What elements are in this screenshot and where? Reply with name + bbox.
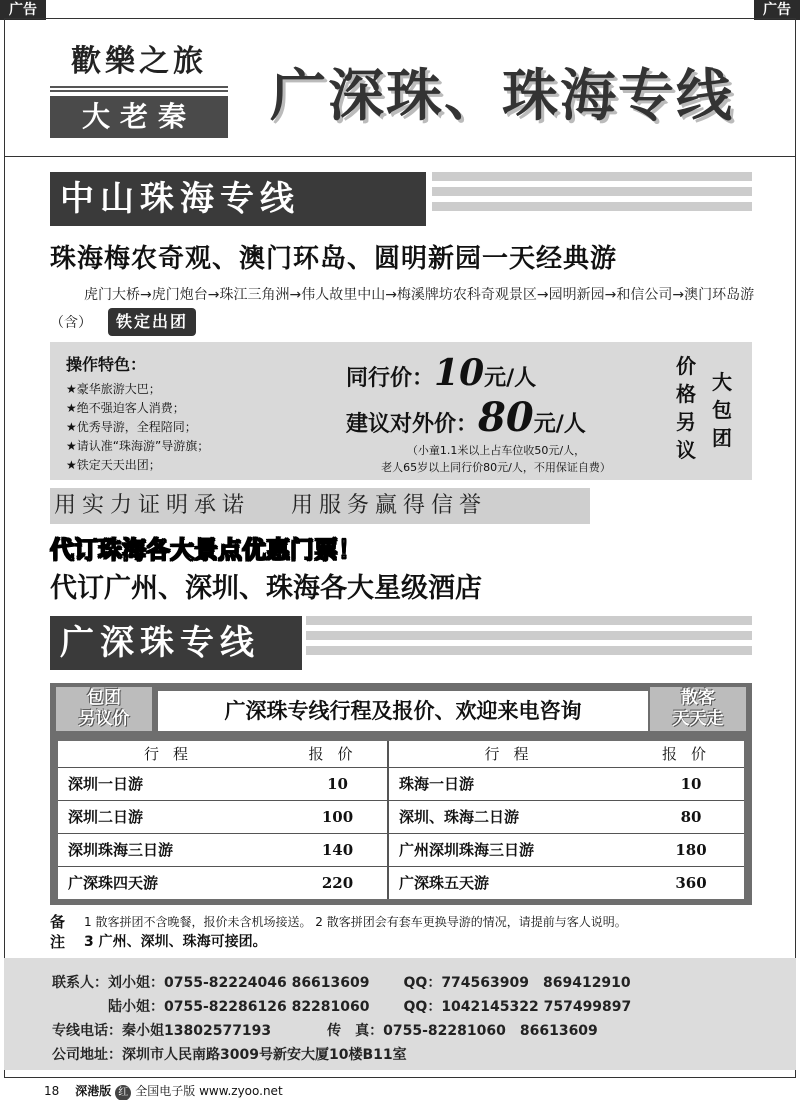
list-item: ★绝不强迫客人消费； — [66, 401, 185, 415]
peer-price-unit: 元/人 — [484, 366, 537, 391]
list-item: ★豪华旅游大巴； — [66, 382, 161, 396]
route-cell: 广深珠四天游 — [58, 866, 288, 899]
charter-tag-line-1: 包团 — [87, 688, 121, 708]
fax-value: 0755-82281060 86613609 — [383, 1023, 598, 1039]
section-banner-zhongshan — [50, 172, 752, 226]
page-footer — [44, 1082, 283, 1100]
column-header-route: 行程 — [143, 745, 202, 764]
ad-tag-right: 广告 — [754, 0, 800, 20]
logo-wordmark: 歡樂之旅 — [71, 44, 207, 79]
website-link[interactable]: 全国电子版 www.zyoo.net — [135, 1084, 283, 1098]
route-title: 珠海梅农奇观、澳门环岛、圆明新园一天经典游 — [50, 244, 618, 274]
contact-row-1 — [52, 972, 631, 992]
remarks — [50, 912, 750, 952]
contact-person-1: 刘小姐：0755-82224046 86613609 — [108, 975, 370, 991]
price-box — [50, 342, 752, 480]
charter-tag-line-2: 另议价 — [78, 709, 130, 729]
hotel-booking-line: 代订广州、深圳、珠海各大星级酒店 — [50, 573, 482, 604]
route-cell: 广深珠五天游 — [388, 866, 638, 899]
charter-tag — [56, 687, 152, 731]
contact-row-4 — [52, 1044, 407, 1064]
address-value: 深圳市人民南路3009号新安大厦10楼B11室 — [122, 1047, 407, 1063]
header-divider — [4, 156, 796, 157]
price-note-line-1: （小童1.1米以上占车位收50元/人， — [406, 444, 586, 457]
banner-stripes — [306, 616, 752, 661]
ticket-booking-line: 代订珠海各大景点优惠门票！ — [50, 536, 362, 564]
section-title: 中山珠海专线 — [50, 172, 426, 226]
price-table — [58, 741, 744, 899]
column-header-price: 报价 — [308, 745, 367, 764]
contact-row-3 — [52, 1020, 598, 1040]
fixed-departure-badge: 铁定出团 — [108, 308, 196, 336]
fax-label: 传 真： — [327, 1023, 384, 1039]
table-header-row — [58, 741, 744, 767]
ad-tag-left: 广告 — [0, 0, 46, 20]
route-cell: 深圳二日游 — [58, 800, 288, 833]
section-banner-gsz — [50, 616, 752, 670]
route-cell: 珠海一日游 — [388, 767, 638, 800]
contact-block — [4, 958, 796, 1070]
table-row — [58, 767, 744, 800]
price-table-panel — [50, 683, 752, 905]
price-cell: 10 — [288, 767, 388, 800]
table-row — [58, 833, 744, 866]
vertical-charter-group: 大包团 — [712, 370, 732, 450]
retail-price-unit: 元/人 — [533, 412, 586, 437]
peer-price-value: 10 — [434, 352, 485, 394]
features-title: 操作特色： — [66, 355, 147, 374]
table-row — [58, 800, 744, 833]
price-cell: 80 — [638, 800, 744, 833]
table-row — [58, 866, 744, 899]
itinerary-route: 虎门大桥→虎门炮台→珠江三角洲→伟人故里中山→梅溪牌坊农科奇观景区→园明新园→和信公司→澳门环岛游（含） — [50, 287, 755, 331]
itinerary-text — [50, 282, 765, 336]
logo-brand: 大老秦 — [50, 96, 228, 138]
page-number: 18 — [44, 1084, 60, 1098]
remarks-line-2: 3 广州、深圳、珠海可接团。 — [84, 934, 267, 950]
route-cell: 深圳一日游 — [58, 767, 288, 800]
contact-qq-1: QQ：774563909 869412910 — [403, 975, 631, 991]
vertical-price-negotiable: 价格另议 — [676, 354, 696, 462]
daily-tour-tag — [650, 687, 746, 731]
remarks-label-2: 注 — [50, 933, 66, 951]
price-cell: 360 — [638, 866, 744, 899]
list-item: ★请认准“珠海游”导游旗； — [66, 439, 210, 453]
remarks-line-1: 1 散客拼团不含晚餐，报价未含机场接送。 2 散客拼团会有套车更换导游的情况，请提前与客人说明。 — [84, 915, 627, 929]
remarks-label — [50, 912, 72, 952]
price-cell: 180 — [638, 833, 744, 866]
list-item: ★铁定天天出团； — [66, 458, 161, 472]
address-label: 公司地址： — [52, 1047, 122, 1063]
price-cell: 10 — [638, 767, 744, 800]
red-circle-icon: 红 — [115, 1085, 131, 1100]
price-note-line-2: 老人65岁以上同行价80元/人，不用保证自费） — [381, 461, 611, 474]
contact-qq-2: QQ：1042145322 757499897 — [403, 999, 632, 1015]
daily-tour-tag-line-1: 散客 — [681, 688, 715, 708]
column-header-route: 行程 — [388, 741, 638, 767]
contact-row-2 — [108, 996, 631, 1016]
edition-label: 深港版 — [75, 1084, 112, 1098]
remarks-label-1: 备 — [50, 913, 66, 931]
slogan: 用实力证明承诺 用服务赢得信誉 — [50, 488, 590, 524]
retail-price-value: 80 — [478, 394, 534, 441]
banner-stripes — [432, 172, 752, 217]
contact-person-2: 陆小姐：0755-82286126 82281060 — [108, 999, 370, 1015]
hotline-label: 专线电话： — [52, 1023, 122, 1039]
contact-label: 联系人： — [52, 975, 108, 991]
peer-price-label: 同行价： — [346, 366, 435, 391]
price-cell: 100 — [288, 800, 388, 833]
list-item: ★优秀导游，全程陪同； — [66, 420, 197, 434]
daily-tour-tag-line-2: 天天走 — [672, 709, 724, 729]
hotline-value: 秦小姐13802577193 — [122, 1023, 272, 1039]
price-note — [346, 442, 646, 476]
retail-price — [346, 394, 586, 441]
retail-price-label: 建议对外价： — [346, 412, 479, 437]
features-list — [66, 380, 209, 475]
route-cell: 深圳、珠海二日游 — [388, 800, 638, 833]
panel-title: 广深珠专线行程及报价、欢迎来电咨询 — [158, 691, 648, 731]
route-cell: 深圳珠海三日游 — [58, 833, 288, 866]
page-title: 广深珠、珠海专线 — [270, 64, 734, 129]
column-header-price: 报价 — [661, 745, 720, 764]
price-cell: 140 — [288, 833, 388, 866]
logo-divider — [50, 86, 228, 92]
peer-price — [346, 352, 536, 394]
route-cell: 广州深圳珠海三日游 — [388, 833, 638, 866]
section-title: 广深珠专线 — [50, 616, 302, 670]
price-cell: 220 — [288, 866, 388, 899]
